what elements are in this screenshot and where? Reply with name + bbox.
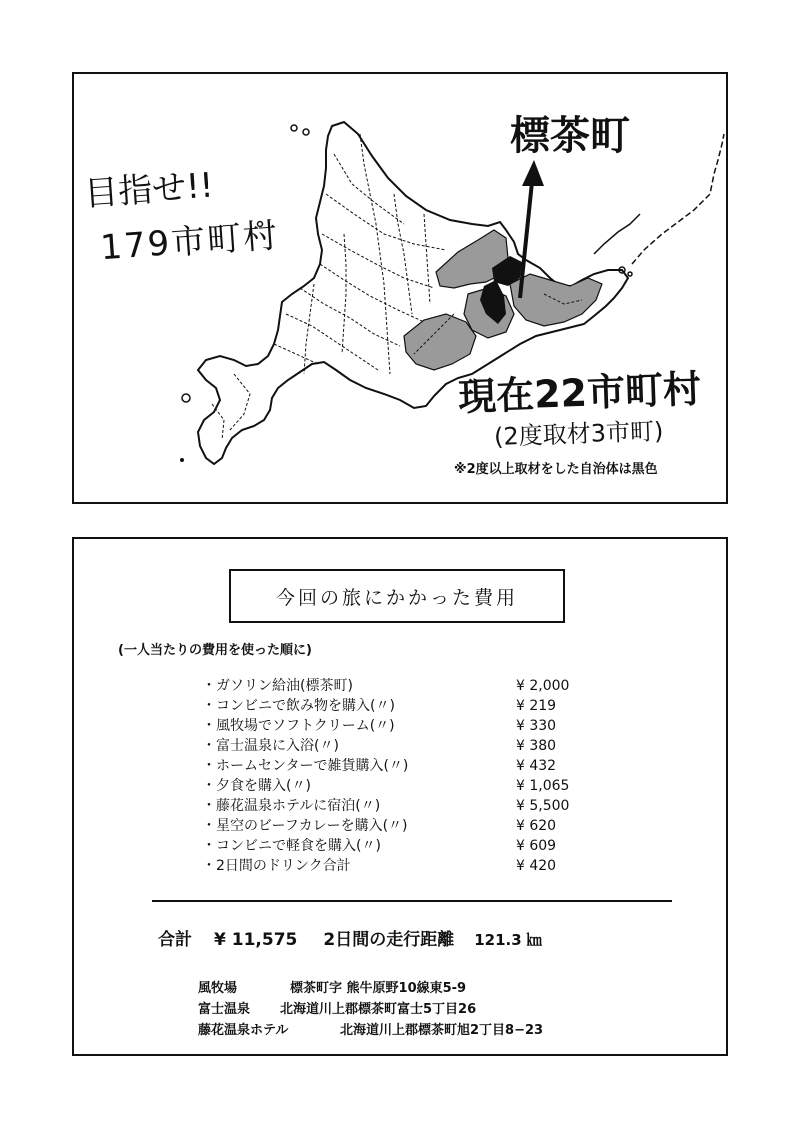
expense-amount: ¥ 380 [516,738,557,754]
expense-name: ・風牧場でソフトクリーム(〃) [202,718,395,734]
repeat-count-text: (2度取材3市町) [493,417,664,451]
expense-name: ・富士温泉に入浴(〃) [202,738,339,754]
distance-value: 121.3 ㎞ [474,931,542,949]
expense-name: ・コンビニで軽食を購入(〃) [202,838,381,854]
expense-name: ・星空のビーフカレーを購入(〃) [202,818,408,834]
expense-row [202,676,622,696]
expense-amount: ¥ 1,065 [516,778,570,794]
address-row [198,999,543,1020]
divider [152,900,672,902]
expense-row [202,696,622,716]
place-address: 北海道川上郡標茶町富士5丁目26 [280,1002,477,1017]
cost-title: 今回の旅にかかった費用 [229,569,565,623]
expense-row [202,776,622,796]
expense-name: ・ホームセンターで雑貨購入(〃) [202,758,409,774]
cost-panel [72,537,728,1056]
expense-row [202,736,622,756]
goal-text-line2: 179市町村 [99,215,281,269]
expense-row [202,716,622,736]
expense-amount: ¥ 609 [516,838,557,854]
expense-amount: ¥ 219 [516,698,557,714]
expense-row [202,756,622,776]
expense-amount: ¥ 432 [516,758,557,774]
place-name: 風牧場 [198,981,238,996]
expense-name: ・ガソリン給油(標茶町) [202,678,353,694]
expense-amount: ¥ 420 [516,858,557,874]
address-row [198,1020,543,1041]
current-count-text: 現在22市町村 [457,366,702,420]
place-address: 北海道川上郡標茶町旭2丁目8−23 [340,1023,544,1038]
expense-row [202,796,622,816]
expense-name: ・夕食を購入(〃) [202,778,311,794]
expense-name: ・2日間のドリンク合計 [202,858,351,874]
expense-amount: ¥ 620 [516,818,557,834]
total-value: ¥ 11,575 [214,930,298,950]
place-address: 標茶町字 熊牛原野10線東5-9 [290,981,467,996]
kuril-islands [632,134,724,264]
expense-list [202,676,622,876]
place-name: 富士温泉 [198,1002,251,1017]
address-list [198,978,543,1041]
map-panel [72,72,728,504]
town-label: 標茶町 [510,113,630,159]
expense-row [202,836,622,856]
expense-amount: ¥ 2,000 [516,678,570,694]
arrow-head-icon [522,160,544,186]
expense-name: ・藤花温泉ホテルに宿泊(〃) [202,798,381,814]
cost-subtitle: (一人当たりの費用を使った順に) [118,643,312,658]
distance-label: 2日間の走行距離 [323,930,455,950]
total-line [158,925,542,950]
expense-row [202,856,622,876]
total-label: 合計 [158,930,192,950]
expense-name: ・コンビニで飲み物を購入(〃) [202,698,395,714]
address-row [198,978,543,999]
place-name: 藤花温泉ホテル [198,1023,289,1038]
expense-row [202,816,622,836]
expense-amount: ¥ 5,500 [516,798,570,814]
expense-amount: ¥ 330 [516,718,557,734]
map-legend-note: ※2度以上取材をした自治体は黒色 [454,462,658,477]
goal-text-line1: 目指せ!! [83,165,215,215]
